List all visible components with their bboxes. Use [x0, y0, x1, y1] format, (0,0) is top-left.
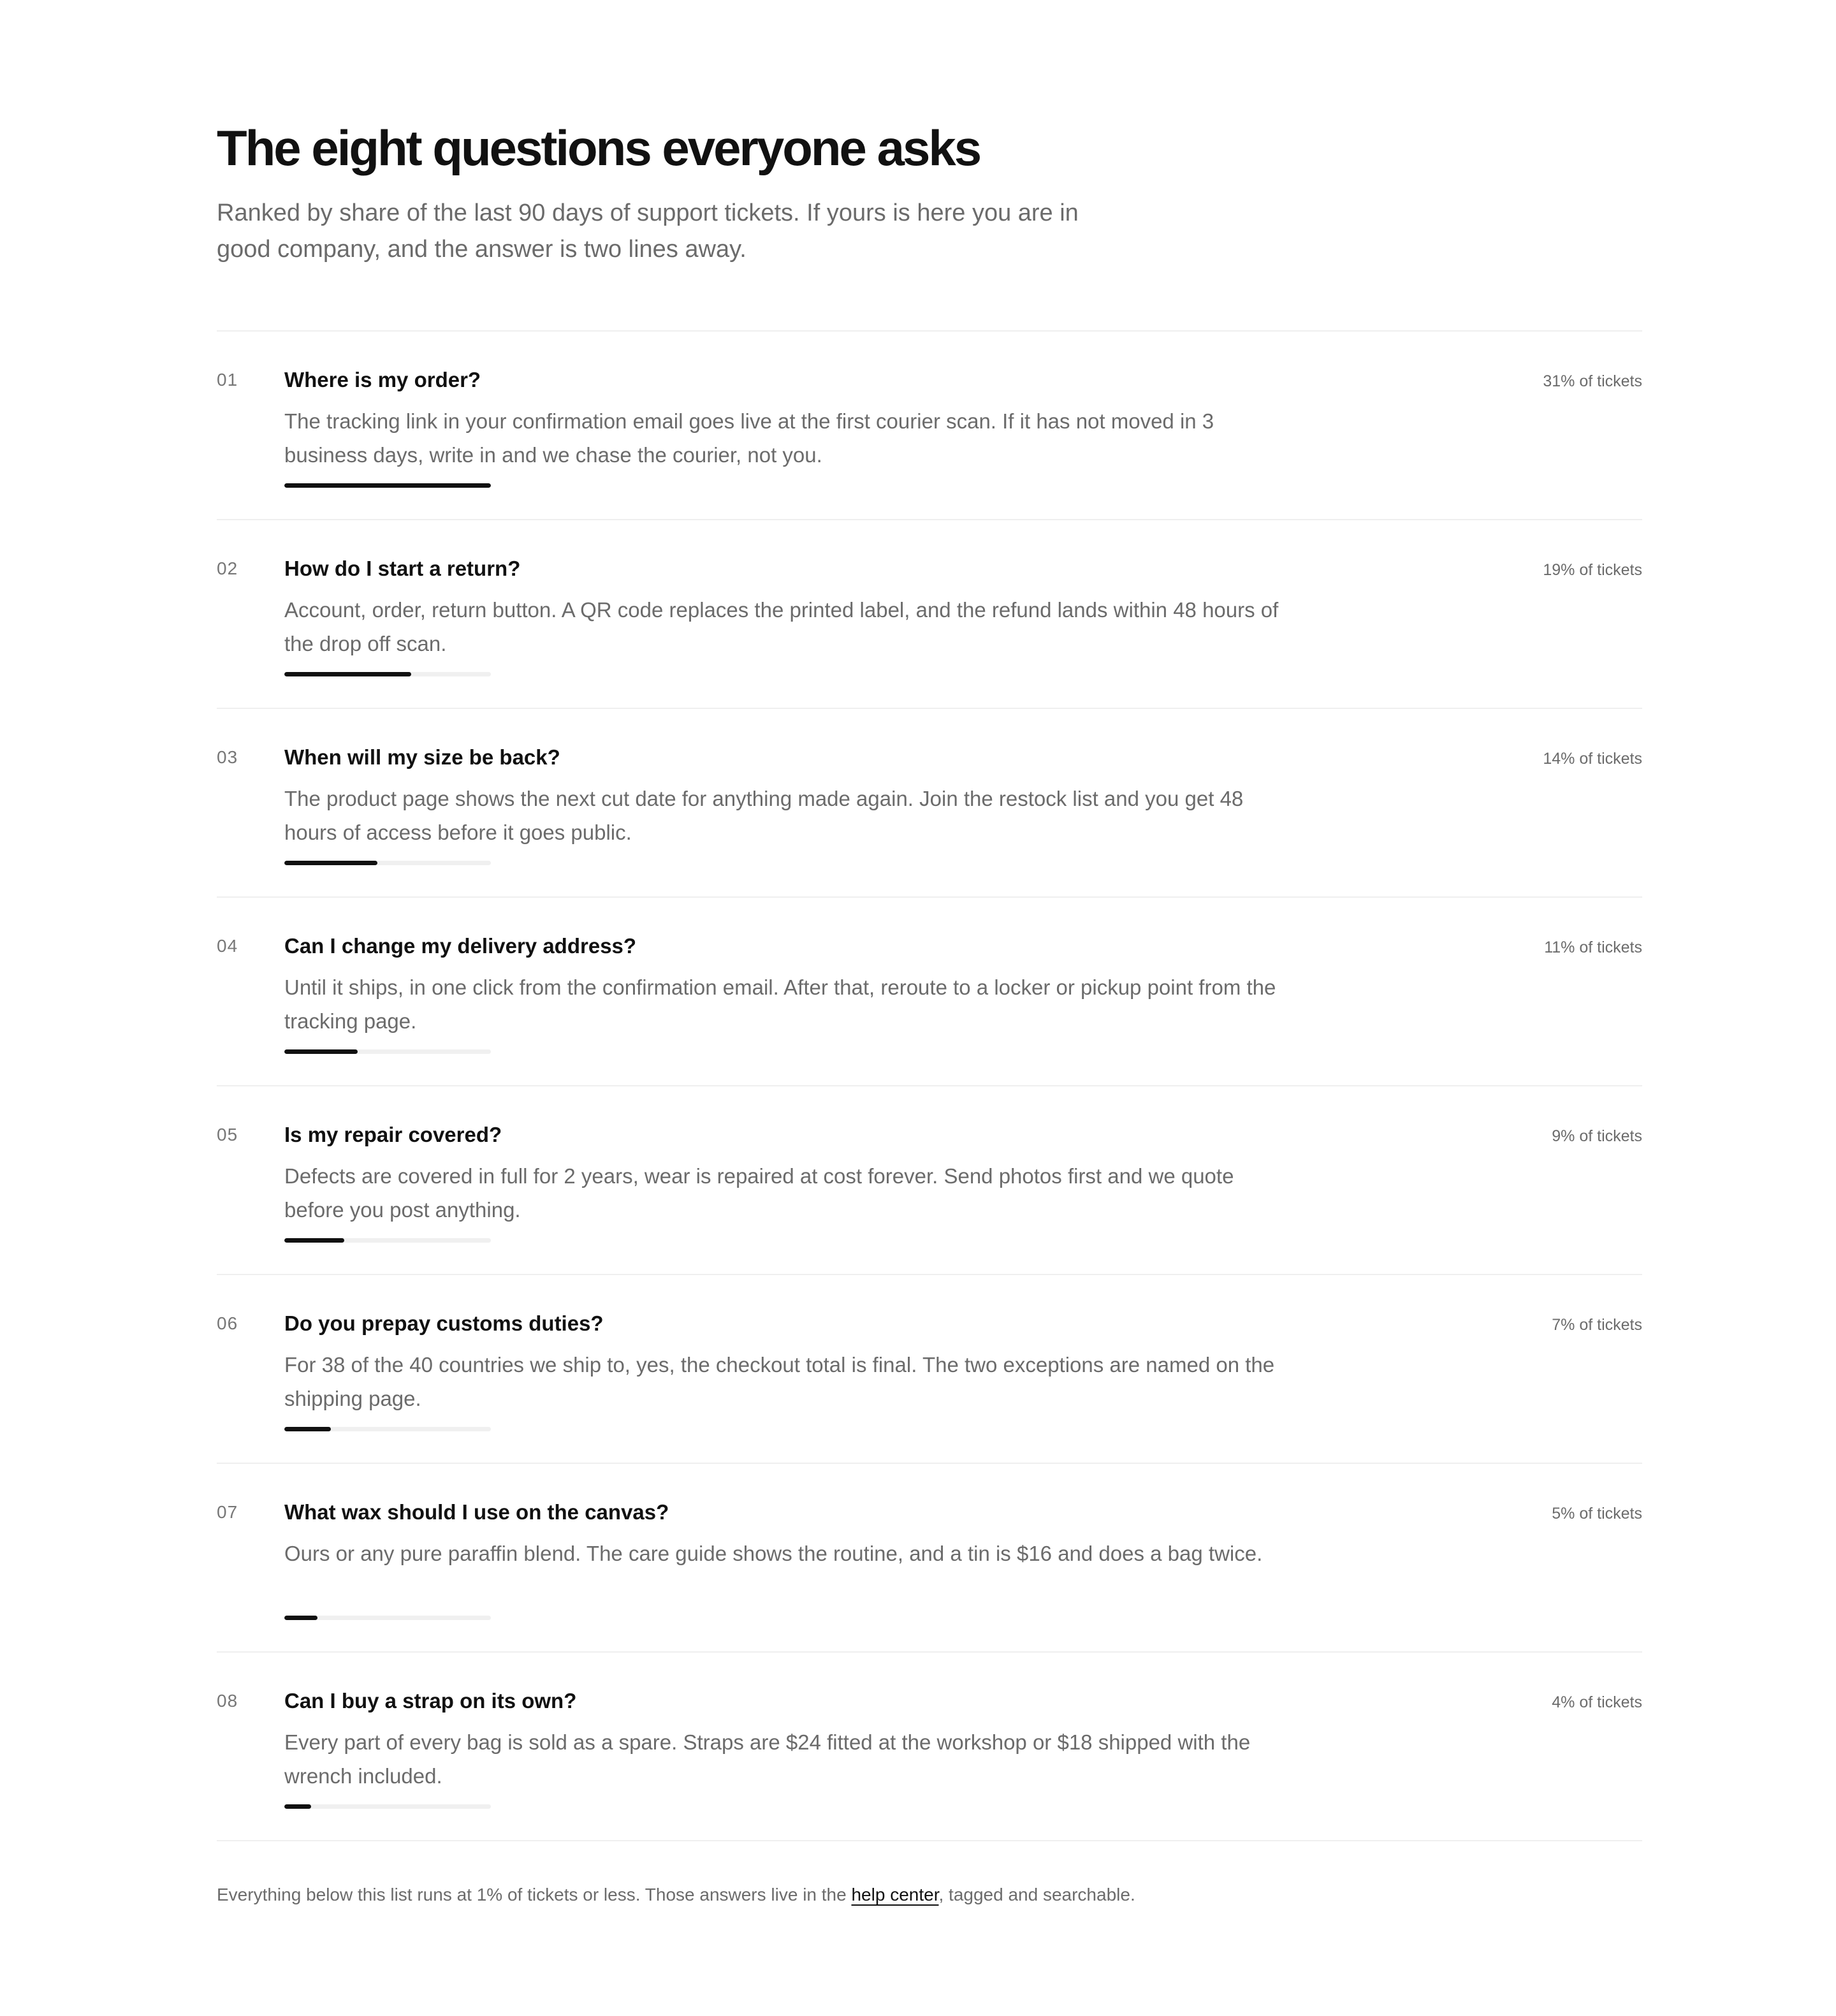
faq-rank: 01 [217, 370, 238, 390]
faq-section [217, 115, 1642, 1925]
faq-question: Where is my order? [284, 368, 481, 391]
ticket-share-label: 31% of tickets [1543, 372, 1642, 390]
faq-question: Do you prepay customs duties? [284, 1311, 604, 1335]
faq-question: How do I start a return? [284, 557, 521, 580]
faq-rank: 04 [217, 936, 238, 956]
page-intro: Ranked by share of the last 90 days of support tickets. If yours is here you are in good company, and the answer is two lines away. [217, 200, 1079, 263]
faq-answer: The product page shows the next cut date for anything made again. Join the restock list and you get 48 hours of access before it goes public. [284, 787, 1244, 844]
faq-rank: 05 [217, 1125, 238, 1144]
faq-list [217, 330, 1642, 1841]
faq-item [217, 1464, 1642, 1653]
faq-item [217, 332, 1642, 520]
faq-item [217, 1275, 1642, 1464]
faq-item [217, 709, 1642, 898]
faq-rank: 07 [217, 1502, 238, 1522]
ticket-share-label: 5% of tickets [1552, 1505, 1642, 1523]
ticket-share-bar-fill [284, 1616, 317, 1620]
faq-rank: 02 [217, 559, 238, 578]
faq-answer: Until it ships, in one click from the confirmation email. After that, reroute to a locker or pickup point from the tracking page. [284, 975, 1276, 1033]
faq-answer: Every part of every bag is sold as a spare. Straps are $24 fitted at the workshop or $18 shipped with the wrench included. [284, 1730, 1251, 1788]
ticket-share-label: 19% of tickets [1543, 561, 1642, 579]
ticket-share-bar-fill [284, 1049, 358, 1054]
faq-item [217, 898, 1642, 1086]
faq-question: What wax should I use on the canvas? [284, 1500, 669, 1524]
ticket-share-label: 7% of tickets [1552, 1316, 1642, 1334]
faq-rank: 03 [217, 747, 238, 767]
faq-rank: 06 [217, 1313, 238, 1333]
ticket-share-bar [284, 1804, 491, 1809]
faq-item [217, 1086, 1642, 1275]
ticket-share-bar [284, 861, 491, 865]
faq-answer: Ours or any pure paraffin blend. The care guide shows the routine, and a tin is $16 and does a bag twice. [284, 1542, 1263, 1565]
ticket-share-bar [284, 483, 491, 488]
page-title: The eight questions everyone asks [217, 120, 980, 176]
faq-answer: Account, order, return button. A QR code replaces the printed label, and the refund lands within 48 hours of the drop off scan. [284, 598, 1279, 655]
ticket-share-bar-fill [284, 1238, 344, 1243]
faq-item [217, 520, 1642, 709]
ticket-share-bar-fill [284, 672, 411, 676]
faq-rank: 08 [217, 1691, 238, 1711]
help-center-link[interactable]: help center [851, 1885, 939, 1904]
faq-item [217, 1653, 1642, 1841]
faq-answer: The tracking link in your confirmation email goes live at the first courier scan. If it has not moved in 3 business days, write in and we chase the courier, not you. [284, 409, 1214, 467]
ticket-share-label: 11% of tickets [1544, 939, 1642, 956]
ticket-share-label: 14% of tickets [1543, 750, 1642, 768]
ticket-share-label: 4% of tickets [1552, 1693, 1642, 1711]
footer-text-after: , tagged and searchable. [938, 1885, 1135, 1904]
ticket-share-bar-fill [284, 483, 491, 488]
faq-answer: Defects are covered in full for 2 years, wear is repaired at cost forever. Send photos first and we quote before you post anything. [284, 1164, 1234, 1222]
ticket-share-bar-fill [284, 861, 377, 865]
footer-text-before: Everything below this list runs at 1% of tickets or less. Those answers live in the [217, 1885, 852, 1904]
ticket-share-bar [284, 672, 491, 676]
ticket-share-bar [284, 1616, 491, 1620]
faq-question: Is my repair covered? [284, 1123, 502, 1146]
ticket-share-bar [284, 1049, 491, 1054]
ticket-share-bar-fill [284, 1427, 331, 1431]
ticket-share-bar-fill [284, 1804, 311, 1809]
faq-question: Can I buy a strap on its own? [284, 1689, 577, 1713]
faq-question: Can I change my delivery address? [284, 934, 637, 958]
faq-answer: For 38 of the 40 countries we ship to, yes, the checkout total is final. The two exceptions are named on the shipping page. [284, 1353, 1275, 1410]
ticket-share-label: 9% of tickets [1552, 1127, 1642, 1145]
ticket-share-bar [284, 1238, 491, 1243]
footer-note [217, 1882, 1642, 1908]
ticket-share-bar [284, 1427, 491, 1431]
faq-question: When will my size be back? [284, 745, 560, 769]
